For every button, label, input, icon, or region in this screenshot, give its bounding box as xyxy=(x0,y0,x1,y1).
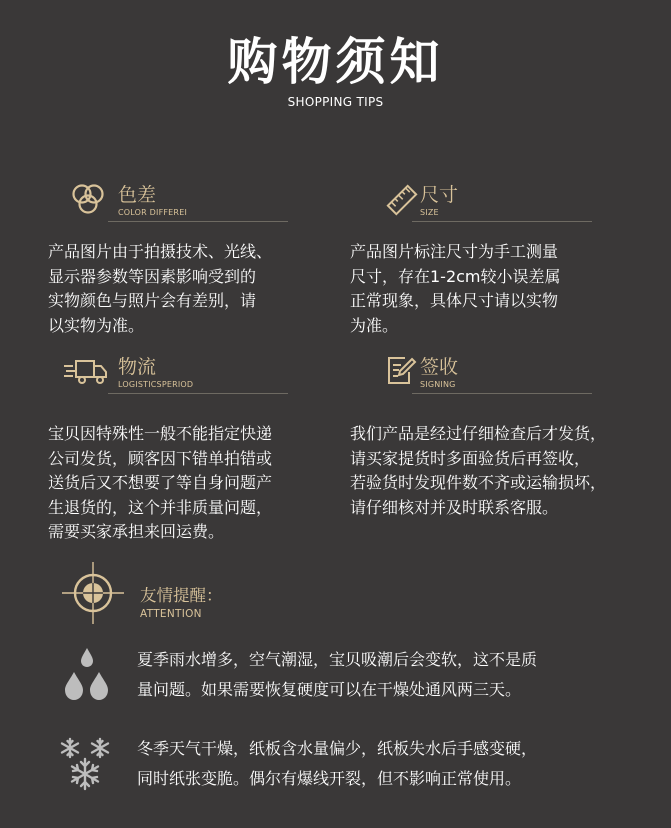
page-title: 购物须知 xyxy=(227,33,444,91)
size-section-text: 产品图片标注尺寸为手工测量 尺寸，存在1-2cm较小误差属 正常现象，具体尺寸请以实物 为准。 xyxy=(350,242,561,335)
attention-subtitle: ATTENTION xyxy=(140,608,202,620)
attention-title: 友情提醒： xyxy=(140,586,223,605)
tip-humidity-text: 夏季雨水增多，空气潮湿，宝贝吸潮后会变软，这不是质 量问题。如果需要恢复硬度可以在干燥处通风两三天。 xyxy=(137,650,538,699)
water-drops-icon xyxy=(62,646,112,702)
size-section-title: 尺寸 xyxy=(420,184,459,206)
logistics-section-title: 物流 xyxy=(118,356,157,378)
snowflake-icon xyxy=(58,736,114,792)
color-section-text: 产品图片由于拍摄技术、光线、 显示器参数等因素影响受到的 实物颜色与照片会有差别，请 以实物为准。 xyxy=(48,242,273,335)
signing-section-text: 我们产品是经过仔细检查后才发货， 请买家提货时多面验货后再签收， 若验货时发现件数不齐或运输损坏， 请仔细核对并及时联系客服。 xyxy=(350,424,607,517)
color-section-divider xyxy=(108,221,288,222)
color-section-subtitle: COLOR DIFFEREI xyxy=(118,208,188,217)
crosshair-icon xyxy=(60,560,126,626)
logistics-section-divider xyxy=(108,393,288,394)
signing-section-divider xyxy=(412,393,592,394)
signing-section-title: 签收 xyxy=(420,356,459,378)
page-subtitle: SHOPPING TIPS xyxy=(287,95,384,109)
color-circles-icon xyxy=(70,182,106,216)
ruler-icon xyxy=(385,183,419,217)
logistics-section-subtitle: LOGISTICSPERIOD xyxy=(118,380,194,389)
size-section-divider xyxy=(412,221,592,222)
signing-section-subtitle: SIGNING xyxy=(420,380,456,389)
size-section-subtitle: SIZE xyxy=(420,208,439,217)
color-section-title: 色差 xyxy=(118,184,157,206)
sign-document-icon xyxy=(385,354,417,386)
logistics-section-text: 宝贝因特殊性一般不能指定快递 公司发货，顾客因下错单拍错或 送货后又不想要了等自身问题产 生退货的，这个并非质量问题， 需要买家承担来回运费。 xyxy=(48,424,273,541)
delivery-truck-icon xyxy=(63,358,109,386)
tip-dryness-text: 冬季天气干燥，纸板含水量偏少，纸板失水后手感变硬， 同时纸张变脆。偶尔有爆线开裂，但不影响正常使用。 xyxy=(137,739,538,788)
